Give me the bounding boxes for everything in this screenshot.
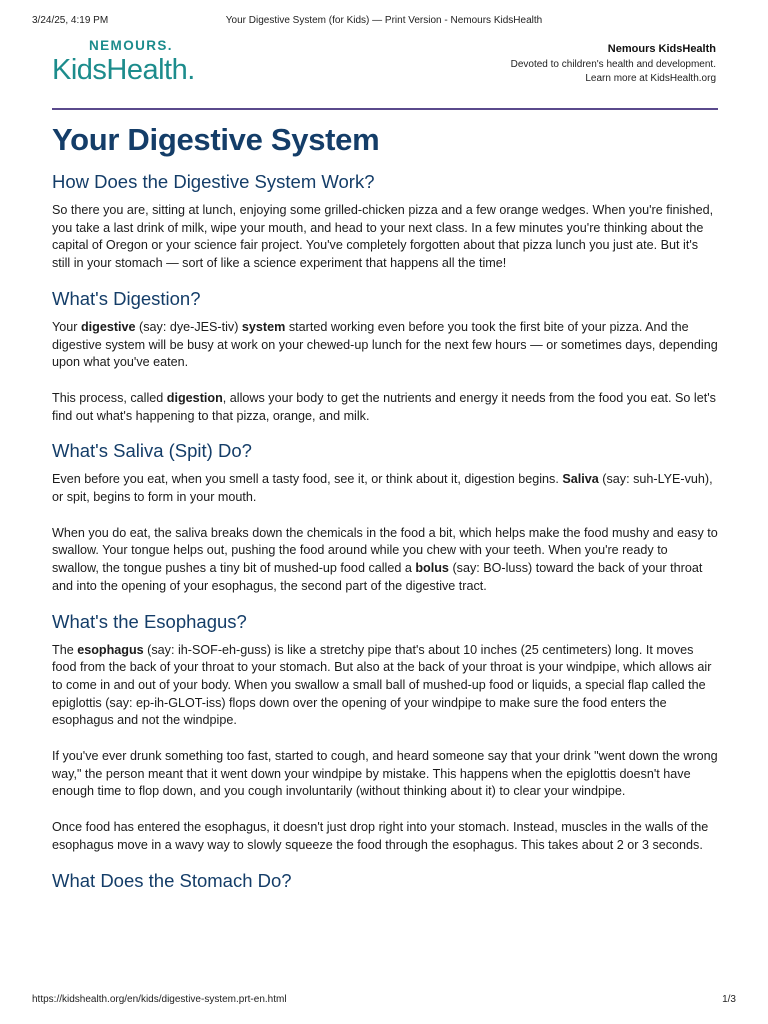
paragraph: When you do eat, the saliva breaks down the chemicals in the food a bit, which helps make the food mushy and easy to swallow. Your tongue helps out, pushing the food around while you chew with your teeth. When you're ready to swallow, the tongue pushes a tiny bit of mushed-up food called a bolus (say: BO-luss) toward the back of your throat and into the opening of your esophagus, the second part of the digestive tract. [52,525,718,593]
article-title: Your Digestive System [52,122,380,157]
paragraph: If you've ever drunk something too fast, started to cough, and heard someone say that your drink "went down the wrong way," the person meant that it went down your windpipe by mistake. This happens when the epiglottis doesn't have enough time to flop down, and you cough involuntarily (without thinking about it) to clear your windpipe. [52,749,718,799]
section-heading-stomach: What Does the Stomach Do? [52,869,292,891]
section-heading-digestion: What's Digestion? [52,287,201,309]
logo-kidshealth-text: KidsHealth. [52,54,195,86]
print-header [32,15,736,29]
tagline-line-2: Learn more at KidsHealth.org [585,73,716,84]
paragraph: Your digestive (say: dye-JES-tiv) system started working even before you took the first bite of your pizza. And the digestive system will be busy at work on your chewed-up lunch for the next few hours — or sometimes days, depending upon what you've eaten. [52,319,718,370]
section-heading-how-it-works: How Does the Digestive System Work? [52,171,375,192]
section-heading-saliva: What's Saliva (Spit) Do? [52,440,252,462]
print-url: https://kidshealth.org/en/kids/digestive-system.prt-en.html [32,994,287,1005]
page-number: 1/3 [722,994,736,1005]
header-divider [52,108,718,110]
print-footer [32,994,736,1008]
tagline-line-1: Devoted to children's health and development. [510,58,716,70]
org-tagline [511,42,716,87]
print-datetime: 3/24/25, 4:19 PM [32,15,109,26]
paragraph: This process, called digestion, allows your body to get the nutrients and energy it needs from the food you eat. So let's find out what's happening to that pizza, orange, and milk. [52,390,716,423]
section-heading-esophagus: What's the Esophagus? [52,610,247,632]
logo-nemours-text: NEMOURS. [89,38,173,53]
paragraph: Once food has entered the esophagus, it doesn't just drop right into your stomach. Instead, muscles in the walls of the esophagus move in a wavy way to slowly squeeze the food through the esophagus. This takes about 2 or 3 seconds. [52,820,709,852]
paragraph: So there you are, sitting at lunch, enjoying some grilled-chicken pizza and a few orange wedges. When you're finished, you take a last drink of milk, wipe your mouth, and head to your next class. In a few minutes you're thinking about the capital of Oregon or your science fair project. You've completely forgotten about that pizza lunch you just ate. But it's still in your stomach — sort of like a science experiment that happens all the time! [52,203,714,271]
kidshealth-logo [52,38,252,88]
print-page-title: Your Digestive System (for Kids) — Print Version - Nemours KidsHealth [225,15,543,26]
paragraph: Even before you eat, when you smell a tasty food, see it, or think about it, digestion begins. Saliva (say: suh-LYE-vuh), or spit, begins to form in your mouth. [52,472,713,505]
paragraph: The esophagus (say: ih-SOF-eh-guss) is like a stretchy pipe that's about 10 inches (25 centimeters) long. It moves food from the back of your throat to your stomach. But also at the back of your throat is your windpipe, which allows air to come in and out of your body. When you swallow a small ball of mushed-up food or liquids, a special flap called the epiglottis (say: ep-ih-GLOT-iss) flops down over the opening of your windpipe to make sure the food enters the esophagus and not the windpipe. [52,642,712,728]
article-content [52,118,718,901]
org-name: Nemours KidsHealth [607,43,716,55]
